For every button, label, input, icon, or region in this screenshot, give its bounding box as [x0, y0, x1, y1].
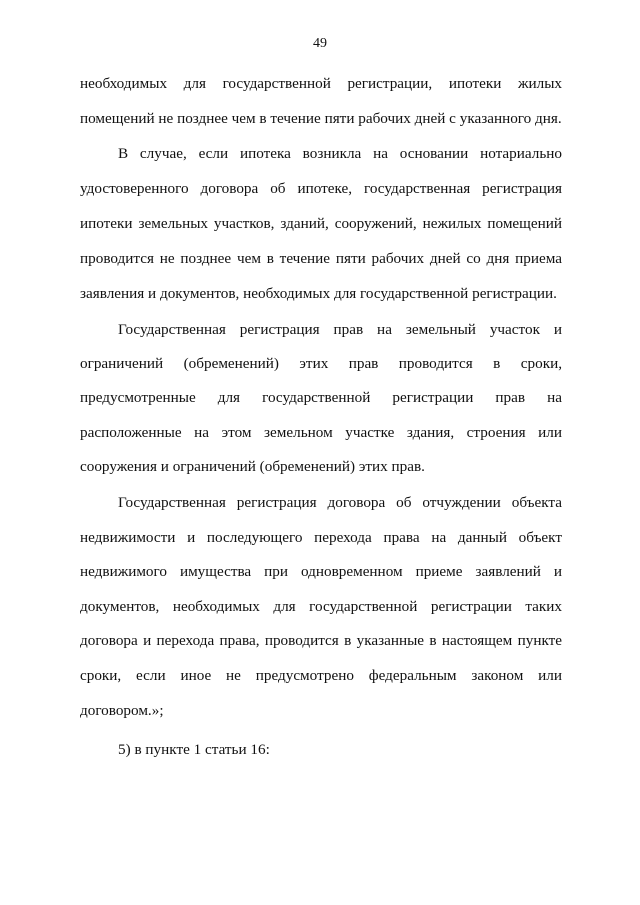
text-line: ограничений (обременений) этих прав проводится в сроки,: [80, 355, 562, 372]
text-line: сроки, если иное не предусмотрено федеральным законом или: [80, 667, 562, 684]
text-line: договора и перехода права, проводится в указанные в настоящем пункте: [80, 632, 562, 649]
page-number: 49: [313, 36, 327, 51]
text-line: В случае, если ипотека возникла на основании нотариально: [118, 145, 562, 162]
text-line: документов, необходимых для государственной регистрации таких: [80, 598, 562, 615]
text-line: расположенные на этом земельном участке здания, строения или: [80, 424, 562, 441]
text-line: Государственная регистрация прав на земельный участок и: [118, 321, 562, 338]
text-line: 5) в пункте 1 статьи 16:: [118, 741, 270, 758]
text-line: недвижимости и последующего перехода права на данный объект: [80, 529, 562, 546]
text-line: заявления и документов, необходимых для государственной регистрации.: [80, 285, 557, 302]
text-line: удостоверенного договора об ипотеке, государственная регистрация: [80, 180, 562, 197]
text-line: помещений не позднее чем в течение пяти рабочих дней с указанного дня.: [80, 110, 562, 127]
text-line: проводится не позднее чем в течение пяти рабочих дней со дня приема: [80, 250, 562, 267]
text-line: необходимых для государственной регистрации, ипотеки жилых: [80, 75, 562, 92]
text-line: сооружения и ограничений (обременений) этих прав.: [80, 458, 425, 475]
text-line: Государственная регистрация договора об отчуждении объекта: [118, 494, 562, 511]
text-line: недвижимого имущества при одновременном приеме заявлений и: [80, 563, 562, 580]
text-line: ипотеки земельных участков, зданий, сооружений, нежилых помещений: [80, 215, 562, 232]
text-line: договором.»;: [80, 702, 164, 719]
text-line: предусмотренные для государственной регистрации прав на: [80, 389, 562, 406]
